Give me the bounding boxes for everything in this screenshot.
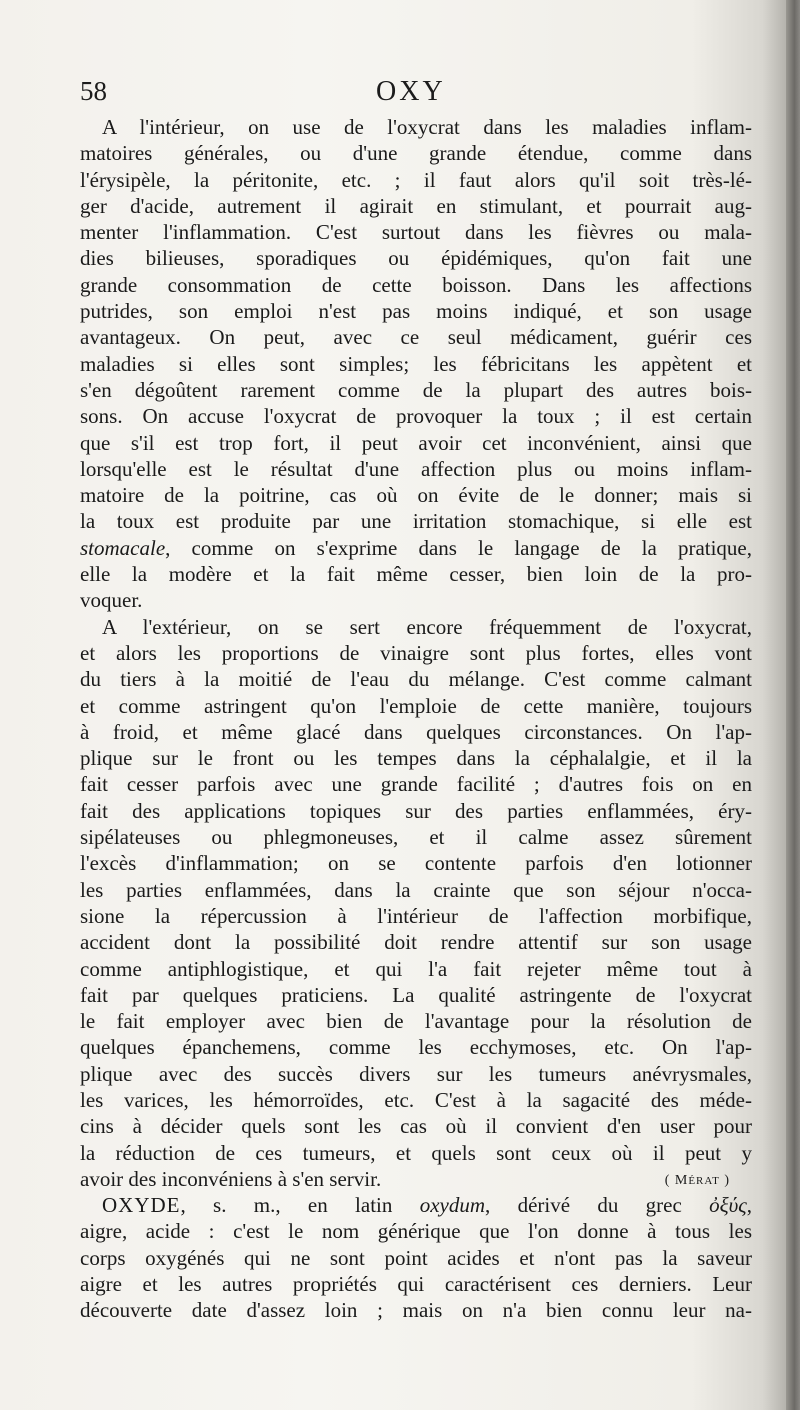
text-line: plique sur le front ou les tempes dans la céphalalgie, et il la — [80, 746, 752, 771]
text-line: s'en dégoûtent rarement comme de la plupart des autres bois- — [80, 377, 752, 402]
text-line: le fait employer avec bien de l'avantage pour la résolution de — [80, 1009, 752, 1034]
text-line: à froid, et même glacé dans quelques circonstances. On l'ap- — [80, 719, 752, 744]
text-line: sione la répercussion à l'intérieur de l'affection morbifique, — [80, 903, 752, 928]
paragraph-oxyde — [80, 1192, 752, 1323]
text-line: l'excès d'inflammation; on se contente parfois d'en lotionner — [80, 851, 752, 876]
text-line: ger d'acide, autrement il agirait en stimulant, et pourrait aug- — [80, 193, 752, 218]
text-fragment: , dérivé du grec — [485, 1193, 710, 1218]
text-line: dies bilieuses, sporadiques ou épidémiques, qu'on fait une — [80, 246, 752, 271]
signature-open: ( M — [664, 1172, 689, 1188]
text-line: les parties enflammées, dans la crainte que son séjour n'occa- — [80, 877, 752, 902]
italic-term-oxydum: oxydum — [419, 1193, 486, 1218]
text-line: fait des applications topiques sur des parties enflammées, éry- — [80, 798, 752, 823]
text-line: cins à décider quels sont les cas où il convient d'en user pour — [80, 1114, 752, 1139]
text-line: grande consommation de cette boisson. Dans les affections — [80, 272, 752, 297]
text-line: fait par quelques praticiens. La qualité astringente de l'oxycrat — [80, 982, 752, 1007]
text-fragment: , s. m., en latin — [180, 1193, 420, 1218]
text-line: voquer. — [80, 588, 143, 613]
text-line: sipélateuses ou phlegmoneuses, et il calme assez sûrement — [80, 825, 752, 850]
page-number: 58 — [80, 76, 107, 106]
page-edge — [786, 0, 800, 1410]
italic-term-stomacale: stomacale — [80, 535, 166, 560]
text-line — [80, 1192, 752, 1218]
signature-name: ÉRAT — [688, 1174, 720, 1187]
text-line: matoire de la poitrine, cas où on évite de le donner; mais si — [80, 483, 752, 508]
text-line: aigre, acide : c'est le nom générique que l'on donne à tous les — [80, 1219, 752, 1244]
text-line: matoires générales, ou d'une grande étendue, comme dans — [80, 141, 752, 166]
page-header — [80, 76, 752, 110]
paragraph-exterieur — [80, 614, 752, 1193]
text-line: que s'il est trop fort, il peut avoir cet inconvénient, ainsi que — [80, 430, 752, 455]
author-signature — [665, 1168, 730, 1194]
signature-close: ) — [719, 1172, 730, 1188]
entry-headword: OXYDE — [102, 1193, 181, 1218]
text-line: avantageux. On peut, avec ce seul médicament, guérir ces — [80, 325, 752, 350]
greek-word: ὀξύς — [709, 1193, 747, 1218]
running-head: OXY — [376, 76, 446, 107]
text-line: la toux est produite par une irritation stomachique, si elle est — [80, 509, 752, 534]
text-line-last: avoir des inconvéniens à s'en servir. — [80, 1166, 382, 1191]
text-line: les varices, les hémorroïdes, etc. C'est à la sagacité des méde- — [80, 1087, 752, 1112]
text-line: et alors les proportions de vinaigre sont plus fortes, elles vont — [80, 640, 752, 665]
text-line: aigre et les autres propriétés qui caractérisent ces derniers. Leur — [80, 1272, 752, 1297]
text-line: découverte date d'assez loin ; mais on n'a bien connu leur na- — [80, 1298, 752, 1323]
text-line: comme antiphlogistique, et qui l'a fait rejeter même tout à — [80, 956, 752, 981]
text-line: lorsqu'elle est le résultat d'une affection plus ou moins inflam- — [80, 456, 752, 481]
text-line: sons. On accuse l'oxycrat de provoquer la toux ; il est certain — [80, 404, 752, 429]
text-line: A l'intérieur, on use de l'oxycrat dans les maladies inflam- — [102, 115, 752, 139]
text-line: accident dont la possibilité doit rendre attentif sur son usage — [80, 930, 752, 955]
text-fragment: , — [746, 1193, 753, 1218]
paragraph-interieur — [80, 114, 752, 614]
text-line: corps oxygénés qui ne sont point acides et n'ont pas la saveur — [80, 1245, 752, 1270]
text-line — [80, 535, 752, 561]
text-line: quelques épanchemens, comme les ecchymoses, etc. On l'ap- — [80, 1035, 752, 1060]
text-line: A l'extérieur, on se sert encore fréquemment de l'oxycrat, — [102, 614, 752, 639]
text-line — [80, 1166, 752, 1192]
text-line: putrides, son emploi n'est pas moins indiqué, et son usage — [80, 299, 752, 324]
body-text — [80, 114, 752, 1324]
text-line: menter l'inflammation. C'est surtout dans les fièvres ou mala- — [80, 220, 752, 245]
text-line: la réduction de ces tumeurs, et quels sont ceux où il peut y — [80, 1140, 752, 1165]
text-line: maladies si elles sont simples; les fébricitans les appètent et — [80, 351, 752, 376]
text-line: plique avec des succès divers sur les tumeurs anévrysmales, — [80, 1061, 752, 1086]
text-line: fait cesser parfois avec une grande facilité ; d'autres fois on en — [80, 772, 752, 797]
text-line: et comme astringent qu'on l'emploie de cette manière, toujours — [80, 693, 752, 718]
text-line-rest: , comme on s'exprime dans le langage de la pratique, — [165, 535, 752, 560]
text-line: l'érysipèle, la péritonite, etc. ; il faut alors qu'il soit très-lé- — [80, 167, 752, 192]
text-line: elle la modère et la fait même cesser, bien loin de la pro- — [80, 562, 752, 587]
text-line: du tiers à la moitié de l'eau du mélange. C'est comme calmant — [80, 667, 752, 692]
